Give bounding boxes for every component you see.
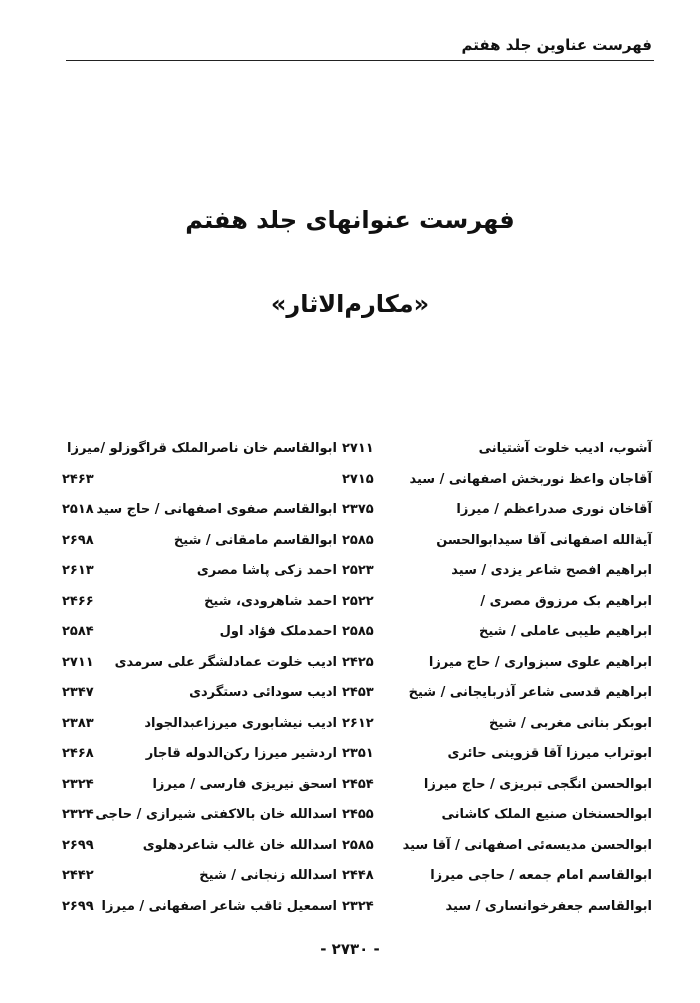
entry-page: ۲۳۴۷ xyxy=(62,685,94,700)
entry-name: اسدالله زنجانی / شیخ xyxy=(199,868,337,883)
entry-name: اسدالله خان غالب شاعردهلوی xyxy=(142,837,337,853)
index-row xyxy=(342,892,652,923)
index-row xyxy=(62,465,337,496)
page-number-footer: - ۲۷۳۰ - xyxy=(320,940,380,958)
index-column-right xyxy=(342,434,652,922)
entry-name: ابراهیم بک مرزوق مصری / xyxy=(480,593,652,609)
entry-page: ۲۷۱۱ xyxy=(62,654,94,670)
entry-name: ابوتراب میرزا آقا قزوینی حائری xyxy=(447,746,652,761)
entry-page: ۲۴۶۳ xyxy=(62,471,94,487)
entry-page: ۲۵۱۸ xyxy=(62,502,94,517)
index-row xyxy=(342,526,652,557)
index-row xyxy=(342,831,652,862)
index-row xyxy=(62,434,337,465)
entry-name: ابوالحسن انگجی تبریزی / حاج میرزا xyxy=(423,776,652,792)
index-row xyxy=(342,770,652,801)
index-row xyxy=(62,617,337,648)
index-row xyxy=(62,800,337,831)
entry-name: اسدالله خان بالاکفتی شیرازی / حاجی xyxy=(95,807,337,822)
index-row xyxy=(62,739,337,770)
index-row xyxy=(342,800,652,831)
index-row xyxy=(62,678,337,709)
entry-page: ۲۶۹۸ xyxy=(62,532,94,548)
index-row xyxy=(342,617,652,648)
entry-page: ۲۵۲۳ xyxy=(342,563,374,578)
entry-name: اردشیر میرزا رکن‌الدوله قاجار xyxy=(145,746,337,761)
entry-page: ۲۴۲۵ xyxy=(342,654,374,670)
index-row xyxy=(62,648,337,679)
index-row xyxy=(342,739,652,770)
entry-name: ابراهیم افصح شاعر یزدی / سید xyxy=(451,563,652,578)
running-header: فهرست عناوین جلد هفتم xyxy=(461,36,652,54)
index-row xyxy=(62,861,337,892)
entry-name: ابوالقاسم صفوی اصفهانی / حاج سید xyxy=(96,502,337,517)
entry-page: ۲۵۸۴ xyxy=(62,624,94,639)
index-row xyxy=(342,556,652,587)
header-rule xyxy=(66,60,654,61)
entry-page: ۲۴۶۸ xyxy=(62,746,94,761)
entry-page: ۲۳۲۴ xyxy=(342,898,374,914)
entry-page: ۲۳۷۵ xyxy=(342,502,374,517)
index-row xyxy=(342,648,652,679)
entry-page: ۲۳۲۴ xyxy=(62,807,94,822)
page-title: فهرست عنوانهای جلد هفتم xyxy=(185,206,515,234)
entry-page: ۲۶۹۹ xyxy=(62,898,94,914)
index-row xyxy=(342,587,652,618)
entry-page: ۲۵۸۵ xyxy=(342,837,374,853)
entry-page: ۲۳۲۴ xyxy=(62,776,94,792)
entry-name: ابوبکر بنانی مغربی / شیخ xyxy=(489,715,652,731)
entry-page: ۲۴۵۴ xyxy=(342,776,374,792)
entry-page: ۲۵۸۵ xyxy=(342,532,374,548)
entry-name: ابوالقاسم امام جمعه / حاجی میرزا xyxy=(430,868,652,883)
index-row xyxy=(62,709,337,740)
entry-name: آیةالله اصفهانی آقا سیدابوالحسن xyxy=(436,532,652,548)
entry-name: ابراهیم علوی سبزواری / حاج میرزا xyxy=(428,654,652,670)
entry-name: ابراهیم قدسی شاعر آذربایجانی / شیخ xyxy=(408,685,652,700)
entry-name: ادیب سودائی دستگردی xyxy=(189,685,337,700)
index-row xyxy=(62,831,337,862)
entry-page: ۲۵۲۲ xyxy=(342,593,374,609)
index-column-left xyxy=(62,434,337,922)
entry-name: ادیب نیشابوری میرزاعبدالجواد xyxy=(144,715,337,731)
entry-page: ۲۴۴۸ xyxy=(342,868,374,883)
entry-name: آقاجان واعظ نوربخش اصفهانی / سید xyxy=(409,471,652,487)
entry-page: ۲۷۱۵ xyxy=(342,471,374,487)
entry-name: ادیب خلوت عمادلشگر علی سرمدی xyxy=(114,654,337,670)
entry-name: احمدملک فؤاد اول xyxy=(219,624,337,639)
entry-page: ۲۴۵۳ xyxy=(342,685,374,700)
index-row xyxy=(342,495,652,526)
entry-name: ابوالقاسم جعفرخوانساری / سید xyxy=(445,898,652,914)
entry-page: ۲۷۱۱ xyxy=(342,441,374,456)
entry-name: اسحق نیریزی فارسی / میرزا xyxy=(152,776,337,792)
index-row xyxy=(342,709,652,740)
entry-name: احمد زکی پاشا مصری xyxy=(196,563,337,578)
entry-page: ۲۳۸۳ xyxy=(62,715,94,731)
index-row xyxy=(62,892,337,923)
index-row xyxy=(62,556,337,587)
index-row xyxy=(342,434,652,465)
entry-name: ابوالحسنخان صنیع الملک کاشانی xyxy=(441,807,652,822)
entry-page: ۲۳۵۱ xyxy=(342,746,374,761)
entry-page: ۲۵۸۵ xyxy=(342,624,374,639)
entry-name: اسمعیل ثاقب شاعر اصفهانی / میرزا xyxy=(101,898,337,914)
entry-page: ۲۴۶۶ xyxy=(62,593,94,609)
entry-name: ابراهیم طیبی عاملی / شیخ xyxy=(479,624,652,639)
entry-page: ۲۴۴۲ xyxy=(62,868,94,883)
entry-page: ۲۶۱۳ xyxy=(62,563,94,578)
index-row xyxy=(62,770,337,801)
index-row xyxy=(342,678,652,709)
index-row xyxy=(62,526,337,557)
entry-page: ۲۶۹۹ xyxy=(62,837,94,853)
index-row xyxy=(342,861,652,892)
entry-name: آشوب، ادیب خلوت آشتیانی xyxy=(478,441,652,456)
entry-name: ابوالقاسم خان ناصرالملک قراگوزلو /میرزا xyxy=(67,441,337,456)
index-row xyxy=(342,465,652,496)
entry-name: ابوالحسن مدیسه‌ئی اصفهانی / آقا سید xyxy=(402,837,652,853)
index-row xyxy=(62,495,337,526)
index-row xyxy=(62,587,337,618)
entry-page: ۲۴۵۵ xyxy=(342,807,374,822)
entry-name: آقاخان نوری صدراعظم / میرزا xyxy=(456,502,652,517)
entry-page: ۲۶۱۲ xyxy=(342,715,374,731)
entry-name: احمد شاهرودی، شیخ xyxy=(204,593,337,609)
page-subtitle: «مکارم‌الاثار» xyxy=(270,290,430,318)
entry-name: ابوالقاسم مامقانی / شیخ xyxy=(173,532,337,548)
